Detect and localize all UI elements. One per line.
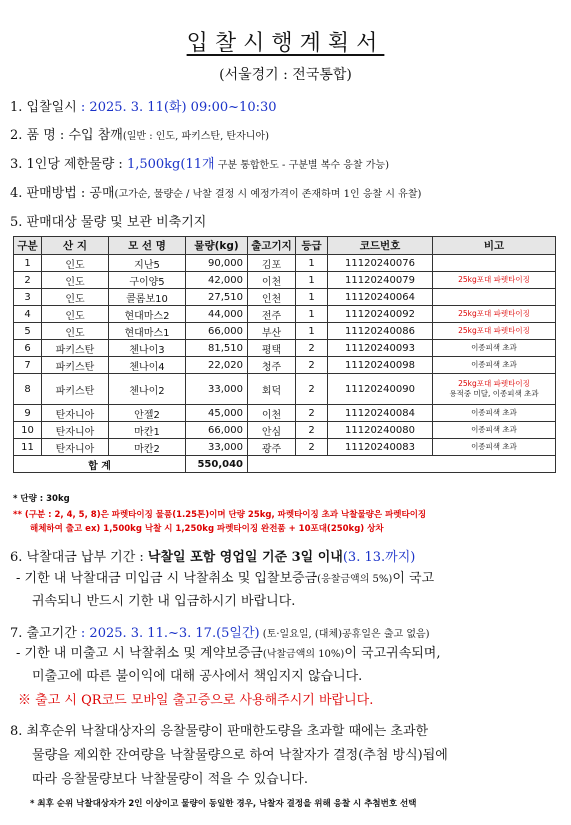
cell-qty: 66,000 [186, 323, 248, 340]
sec8-footnote: * 최후 순위 낙찰대상자가 2인 이상이고 물량이 동일한 경우, 낙찰자 결정을 위해 응찰 시 추첨번호 선택 [30, 799, 417, 809]
header-no: 구분 [14, 237, 42, 255]
header-code: 코드번호 [328, 237, 433, 255]
cell-note: 25kg포대 파렛타이징 [433, 272, 556, 289]
cell-code: 11120240084 [328, 405, 433, 422]
cell-code: 11120240083 [328, 439, 433, 456]
cell-code: 11120240090 [328, 374, 433, 405]
page-subtitle: (서울경기 : 전국통합) [219, 67, 352, 83]
table-row [14, 289, 556, 306]
sec8-text: 8. 최후순위 낙찰대상자의 응찰물량이 판매한도량을 초과할 때에는 초과한 물량을 제외한 잔여량을 낙찰물량으로 하여 낙찰자가 결정(추첨 방식)됩에 따라 응찰물량보다 낙찰물량이 적을 수 있습니다. [10, 724, 448, 787]
cell-no: 4 [14, 306, 42, 323]
cell-vessel: 현대마스2 [109, 306, 186, 323]
cell-depot: 이천 [248, 405, 296, 422]
cell-depot: 회덕 [248, 374, 296, 405]
cell-code: 11120240092 [328, 306, 433, 323]
cell-depot: 청주 [248, 357, 296, 374]
cell-vessel: 첸나이2 [109, 374, 186, 405]
cell-note [433, 255, 556, 272]
table-row [14, 306, 556, 323]
table-header-row [14, 237, 556, 255]
cell-note [433, 289, 556, 306]
item-limit: 3. 1인당 제한물량 : 1,500kg(11개 구분 통합한도 - 구분별 복수 응찰 가능) [10, 157, 389, 172]
cell-code: 11120240098 [328, 357, 433, 374]
sec7-shipping: 7. 출고기간 : 2025. 3. 11.~3. 17.(5일간) (토·일요일, (대체)공휴일은 출고 없음) [10, 626, 430, 641]
cell-code: 11120240093 [328, 340, 433, 357]
cell-qty: 90,000 [186, 255, 248, 272]
cell-qty: 66,000 [186, 422, 248, 439]
cell-vessel: 현대마스1 [109, 323, 186, 340]
cell-grade: 1 [296, 272, 328, 289]
cell-depot: 부산 [248, 323, 296, 340]
cell-origin: 탄자니아 [42, 422, 109, 439]
cell-grade: 2 [296, 422, 328, 439]
cell-grade: 1 [296, 255, 328, 272]
cell-qty: 27,510 [186, 289, 248, 306]
sec7-sub1: - 기한 내 미출고 시 낙찰취소 및 계약보증금(낙찰금액의 10%)이 국고귀속되며, [16, 646, 441, 661]
header-grade: 등급 [296, 237, 328, 255]
cell-no: 1 [14, 255, 42, 272]
cell-note: 이종피색 초과 [433, 340, 556, 357]
stock-table [13, 236, 556, 473]
total-label: 합 계 [14, 456, 186, 473]
cell-grade: 1 [296, 289, 328, 306]
cell-grade: 1 [296, 306, 328, 323]
cell-no: 6 [14, 340, 42, 357]
cell-grade: 2 [296, 357, 328, 374]
cell-vessel: 구이양5 [109, 272, 186, 289]
table-row [14, 357, 556, 374]
cell-grade: 2 [296, 405, 328, 422]
cell-note: 이종피색 초과 [433, 439, 556, 456]
note-palletizing-2: 해체하여 출고 ex) 1,500kg 낙찰 시 1,250kg 파렛타이징 완전품 + 10포대(250kg) 상차 [30, 524, 384, 534]
cell-no: 11 [14, 439, 42, 456]
cell-qty: 45,000 [186, 405, 248, 422]
cell-note: 25kg포대 파렛타이징 [433, 323, 556, 340]
cell-code: 11120240086 [328, 323, 433, 340]
cell-note: 이종피색 초과 [433, 405, 556, 422]
cell-code: 11120240076 [328, 255, 433, 272]
cell-note: 25kg포대 파렛타이징 용적중 미달, 이종피색 초과 [433, 374, 556, 405]
header-qty: 물량(kg) [186, 237, 248, 255]
sec6-payment: 6. 낙찰대금 납부 기간 : 낙찰일 포함 영업일 기준 3일 이내(3. 13.까지) [10, 550, 416, 565]
cell-vessel: 첸나이4 [109, 357, 186, 374]
note-palletizing-1: ** (구분 : 2, 4, 5, 8)은 파렛타이징 물품(1.25톤)이며 단량 25kg, 파렛타이징 초과 낙찰물량은 파렛타이징 [13, 510, 427, 520]
cell-no: 5 [14, 323, 42, 340]
cell-grade: 1 [296, 323, 328, 340]
sec7-sub2: 미출고에 따른 불이익에 대해 공사에서 책임지지 않습니다. [32, 669, 363, 684]
cell-no: 8 [14, 374, 42, 405]
cell-no: 3 [14, 289, 42, 306]
cell-no: 9 [14, 405, 42, 422]
cell-note: 25kg포대 파렛타이징 [433, 306, 556, 323]
header-origin: 산 지 [42, 237, 109, 255]
sec7-qr-warning: ※ 출고 시 QR코드 모바일 출고증으로 사용해주시기 바랍니다. [18, 693, 374, 708]
table-row [14, 340, 556, 357]
table-row [14, 422, 556, 439]
cell-vessel: 안젤2 [109, 405, 186, 422]
cell-code: 11120240079 [328, 272, 433, 289]
table-row [14, 439, 556, 456]
note-unit: * 단량 : 30kg [13, 494, 70, 504]
cell-origin: 인도 [42, 306, 109, 323]
total-qty: 550,040 [186, 456, 248, 473]
sec6-sub1: - 기한 내 낙찰대금 미입금 시 낙찰취소 및 입찰보증금(응찰금액의 5%)이 국고 [16, 571, 435, 586]
cell-qty: 22,020 [186, 357, 248, 374]
cell-depot: 전주 [248, 306, 296, 323]
cell-note: 이종피색 초과 [433, 357, 556, 374]
cell-vessel: 콜롬보10 [109, 289, 186, 306]
cell-vessel: 마칸1 [109, 422, 186, 439]
cell-depot: 이천 [248, 272, 296, 289]
cell-grade: 2 [296, 340, 328, 357]
cell-depot: 안심 [248, 422, 296, 439]
table-row [14, 272, 556, 289]
cell-vessel: 첸나이3 [109, 340, 186, 357]
cell-origin: 인도 [42, 289, 109, 306]
cell-origin: 파키스탄 [42, 374, 109, 405]
cell-grade: 2 [296, 439, 328, 456]
cell-origin: 탄자니아 [42, 439, 109, 456]
table-row [14, 255, 556, 272]
cell-no: 7 [14, 357, 42, 374]
cell-origin: 인도 [42, 272, 109, 289]
cell-code: 11120240080 [328, 422, 433, 439]
cell-grade: 2 [296, 374, 328, 405]
cell-no: 2 [14, 272, 42, 289]
cell-no: 10 [14, 422, 42, 439]
header-depot: 출고기지 [248, 237, 296, 255]
cell-qty: 33,000 [186, 439, 248, 456]
table-row [14, 374, 556, 405]
cell-qty: 33,000 [186, 374, 248, 405]
cell-depot: 인천 [248, 289, 296, 306]
item-target-heading: 5. 판매대상 물량 및 보관 비축기지 [10, 215, 207, 230]
item-bid-date: 1. 입찰일시 : 2025. 3. 11(화) 09:00~10:30 [10, 100, 277, 115]
item-sale-method: 4. 판매방법 : 공매(고가순, 물량순 / 낙찰 결정 시 예정가격이 존재하며 1인 응찰 시 유찰) [10, 186, 422, 201]
header-vessel: 모 선 명 [109, 237, 186, 255]
cell-qty: 44,000 [186, 306, 248, 323]
cell-origin: 파키스탄 [42, 357, 109, 374]
table-total-row [14, 456, 556, 473]
cell-origin: 인도 [42, 255, 109, 272]
cell-vessel: 지난5 [109, 255, 186, 272]
cell-note: 이종피색 초과 [433, 422, 556, 439]
sec6-sub2: 귀속되니 반드시 기한 내 입금하시기 바랍니다. [32, 594, 296, 609]
page-title: 입찰시행계획서 [186, 31, 385, 56]
cell-depot: 광주 [248, 439, 296, 456]
header-note: 비고 [433, 237, 556, 255]
cell-origin: 파키스탄 [42, 340, 109, 357]
cell-qty: 81,510 [186, 340, 248, 357]
cell-depot: 평택 [248, 340, 296, 357]
item-product: 2. 품 명 : 수입 참깨(일반 : 인도, 파키스탄, 탄자니아) [10, 128, 269, 143]
cell-origin: 탄자니아 [42, 405, 109, 422]
cell-code: 11120240064 [328, 289, 433, 306]
cell-qty: 42,000 [186, 272, 248, 289]
table-row [14, 323, 556, 340]
cell-origin: 인도 [42, 323, 109, 340]
cell-vessel: 마칸2 [109, 439, 186, 456]
table-row [14, 405, 556, 422]
cell-depot: 김포 [248, 255, 296, 272]
